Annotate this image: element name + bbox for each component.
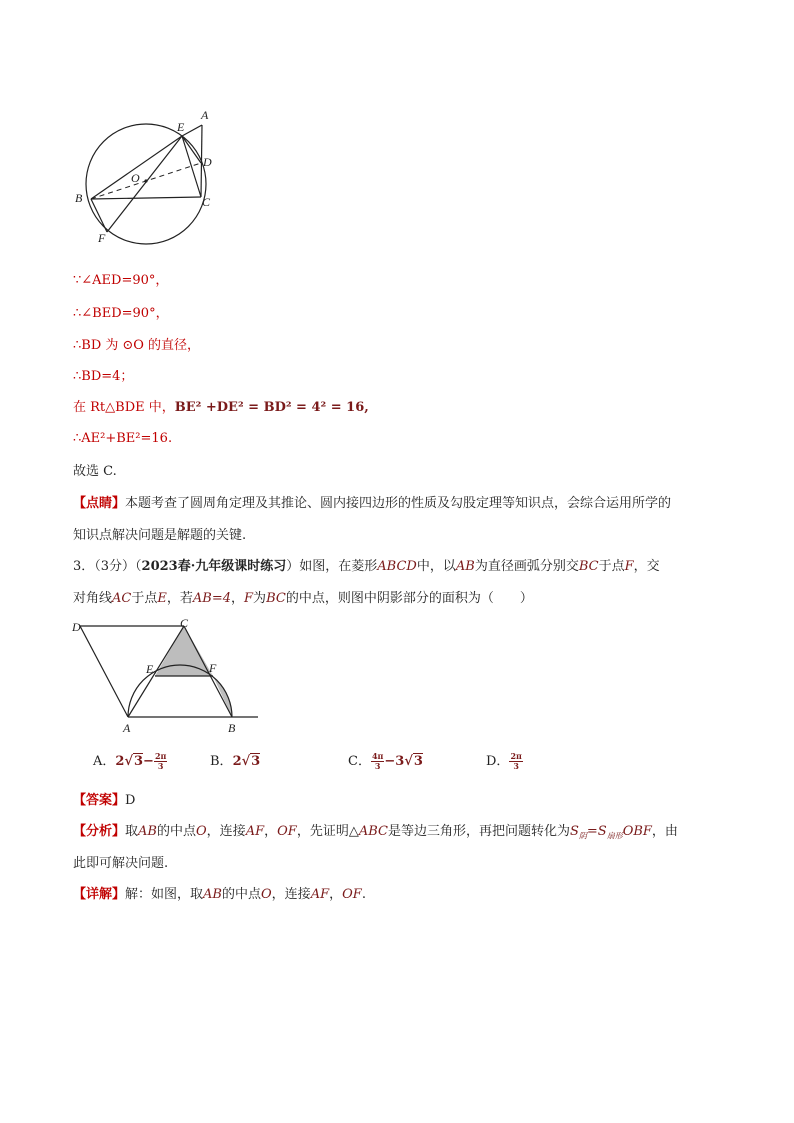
segment-ac [201, 125, 202, 197]
side-da [80, 626, 128, 717]
label-b: B [228, 721, 236, 735]
label-c: C [202, 195, 211, 209]
label-d: D [203, 155, 212, 169]
segment-bc [91, 197, 201, 199]
choice-b[interactable]: B．2√3 [210, 754, 261, 769]
analysis-tag: 【分析】 [73, 824, 126, 839]
label-f: F [209, 661, 217, 675]
solution-line-2: ∴∠BED=90°， [73, 306, 169, 321]
shaded-triangle [155, 626, 213, 676]
label-b: B [75, 191, 83, 205]
segment-be [91, 136, 182, 199]
analysis-line-2: 此即可解决问题. [73, 856, 169, 871]
segment-ea [182, 125, 202, 136]
solution-line-1: ∵∠AED=90°， [73, 273, 169, 288]
label-f: F [98, 231, 106, 245]
comment-line-2: 知识点解决问题是解题的关键. [73, 528, 247, 543]
label-e: E [146, 662, 154, 676]
choice-a[interactable]: A．2√3− $\frac{2\pi}{3}$ [93, 751, 167, 771]
label-a: A [123, 721, 131, 735]
label-c: C [180, 616, 189, 630]
choice-c[interactable]: C． $\frac{4\pi}{3}$ −3√3 [348, 751, 423, 771]
solution-line-3: ∴BD 为 ⊙O 的直径， [73, 338, 200, 353]
analysis-line-1: 【分析】取AB的中点O，连接AF，OF，先证明△ABC是等边三角形，再把问题转化为$S_阴=S_{扇形}OBF$，由 [73, 824, 678, 841]
choice-d[interactable]: D． $\frac{2\pi}{3}$ [486, 751, 522, 771]
question-3-line-2: 对角线AC于点E，若AB=4，F为BC的中点，则图中阴影部分的面积为（ ） [73, 591, 533, 606]
answer-tag: 【答案】 [73, 793, 126, 808]
solution-line-6: ∴AE²+BE²=16. [73, 431, 173, 446]
detail-line-1: 【详解】解：如图，取AB的中点O，连接AF，OF. [73, 887, 366, 902]
answer-line [73, 792, 135, 810]
solution-line-4: ∴BD=4； [73, 369, 134, 384]
label-d: D [72, 620, 81, 634]
question-3-line-1: 3．（3分）（2023春·九年级课时练习）如图，在菱形ABCD中，以AB为直径画弧分别交BC于点F，交 [73, 559, 660, 574]
segment-ed [182, 136, 201, 163]
answer-value: D [125, 793, 136, 808]
question-source: 2023春·九年级课时练习 [141, 559, 287, 574]
solution-line-7: 故选 C. [73, 464, 117, 479]
segment-fe [107, 136, 182, 232]
label-a: A [201, 108, 209, 122]
figure-rhombus-diagram [70, 615, 270, 740]
segment-bf [91, 199, 107, 232]
pythagorean-equation: BE² +DE² = BD² = 4² = 16, [174, 400, 369, 415]
label-o: O [131, 171, 140, 185]
solution-line-5: 在 Rt△BDE 中，BE² +DE² = BD² = 4² = 16, [73, 400, 369, 415]
comment-tag: 【点睛】 [73, 496, 126, 511]
detail-tag: 【详解】 [73, 887, 126, 902]
label-e: E [177, 120, 185, 134]
center-point-o [144, 179, 147, 182]
figure-circle-diagram [70, 105, 230, 255]
comment-line-1: 【点睛】本题考查了圆周角定理及其推论、圆内接四边形的性质及勾股定理等知识点，会综合运用所学的 [73, 496, 672, 511]
